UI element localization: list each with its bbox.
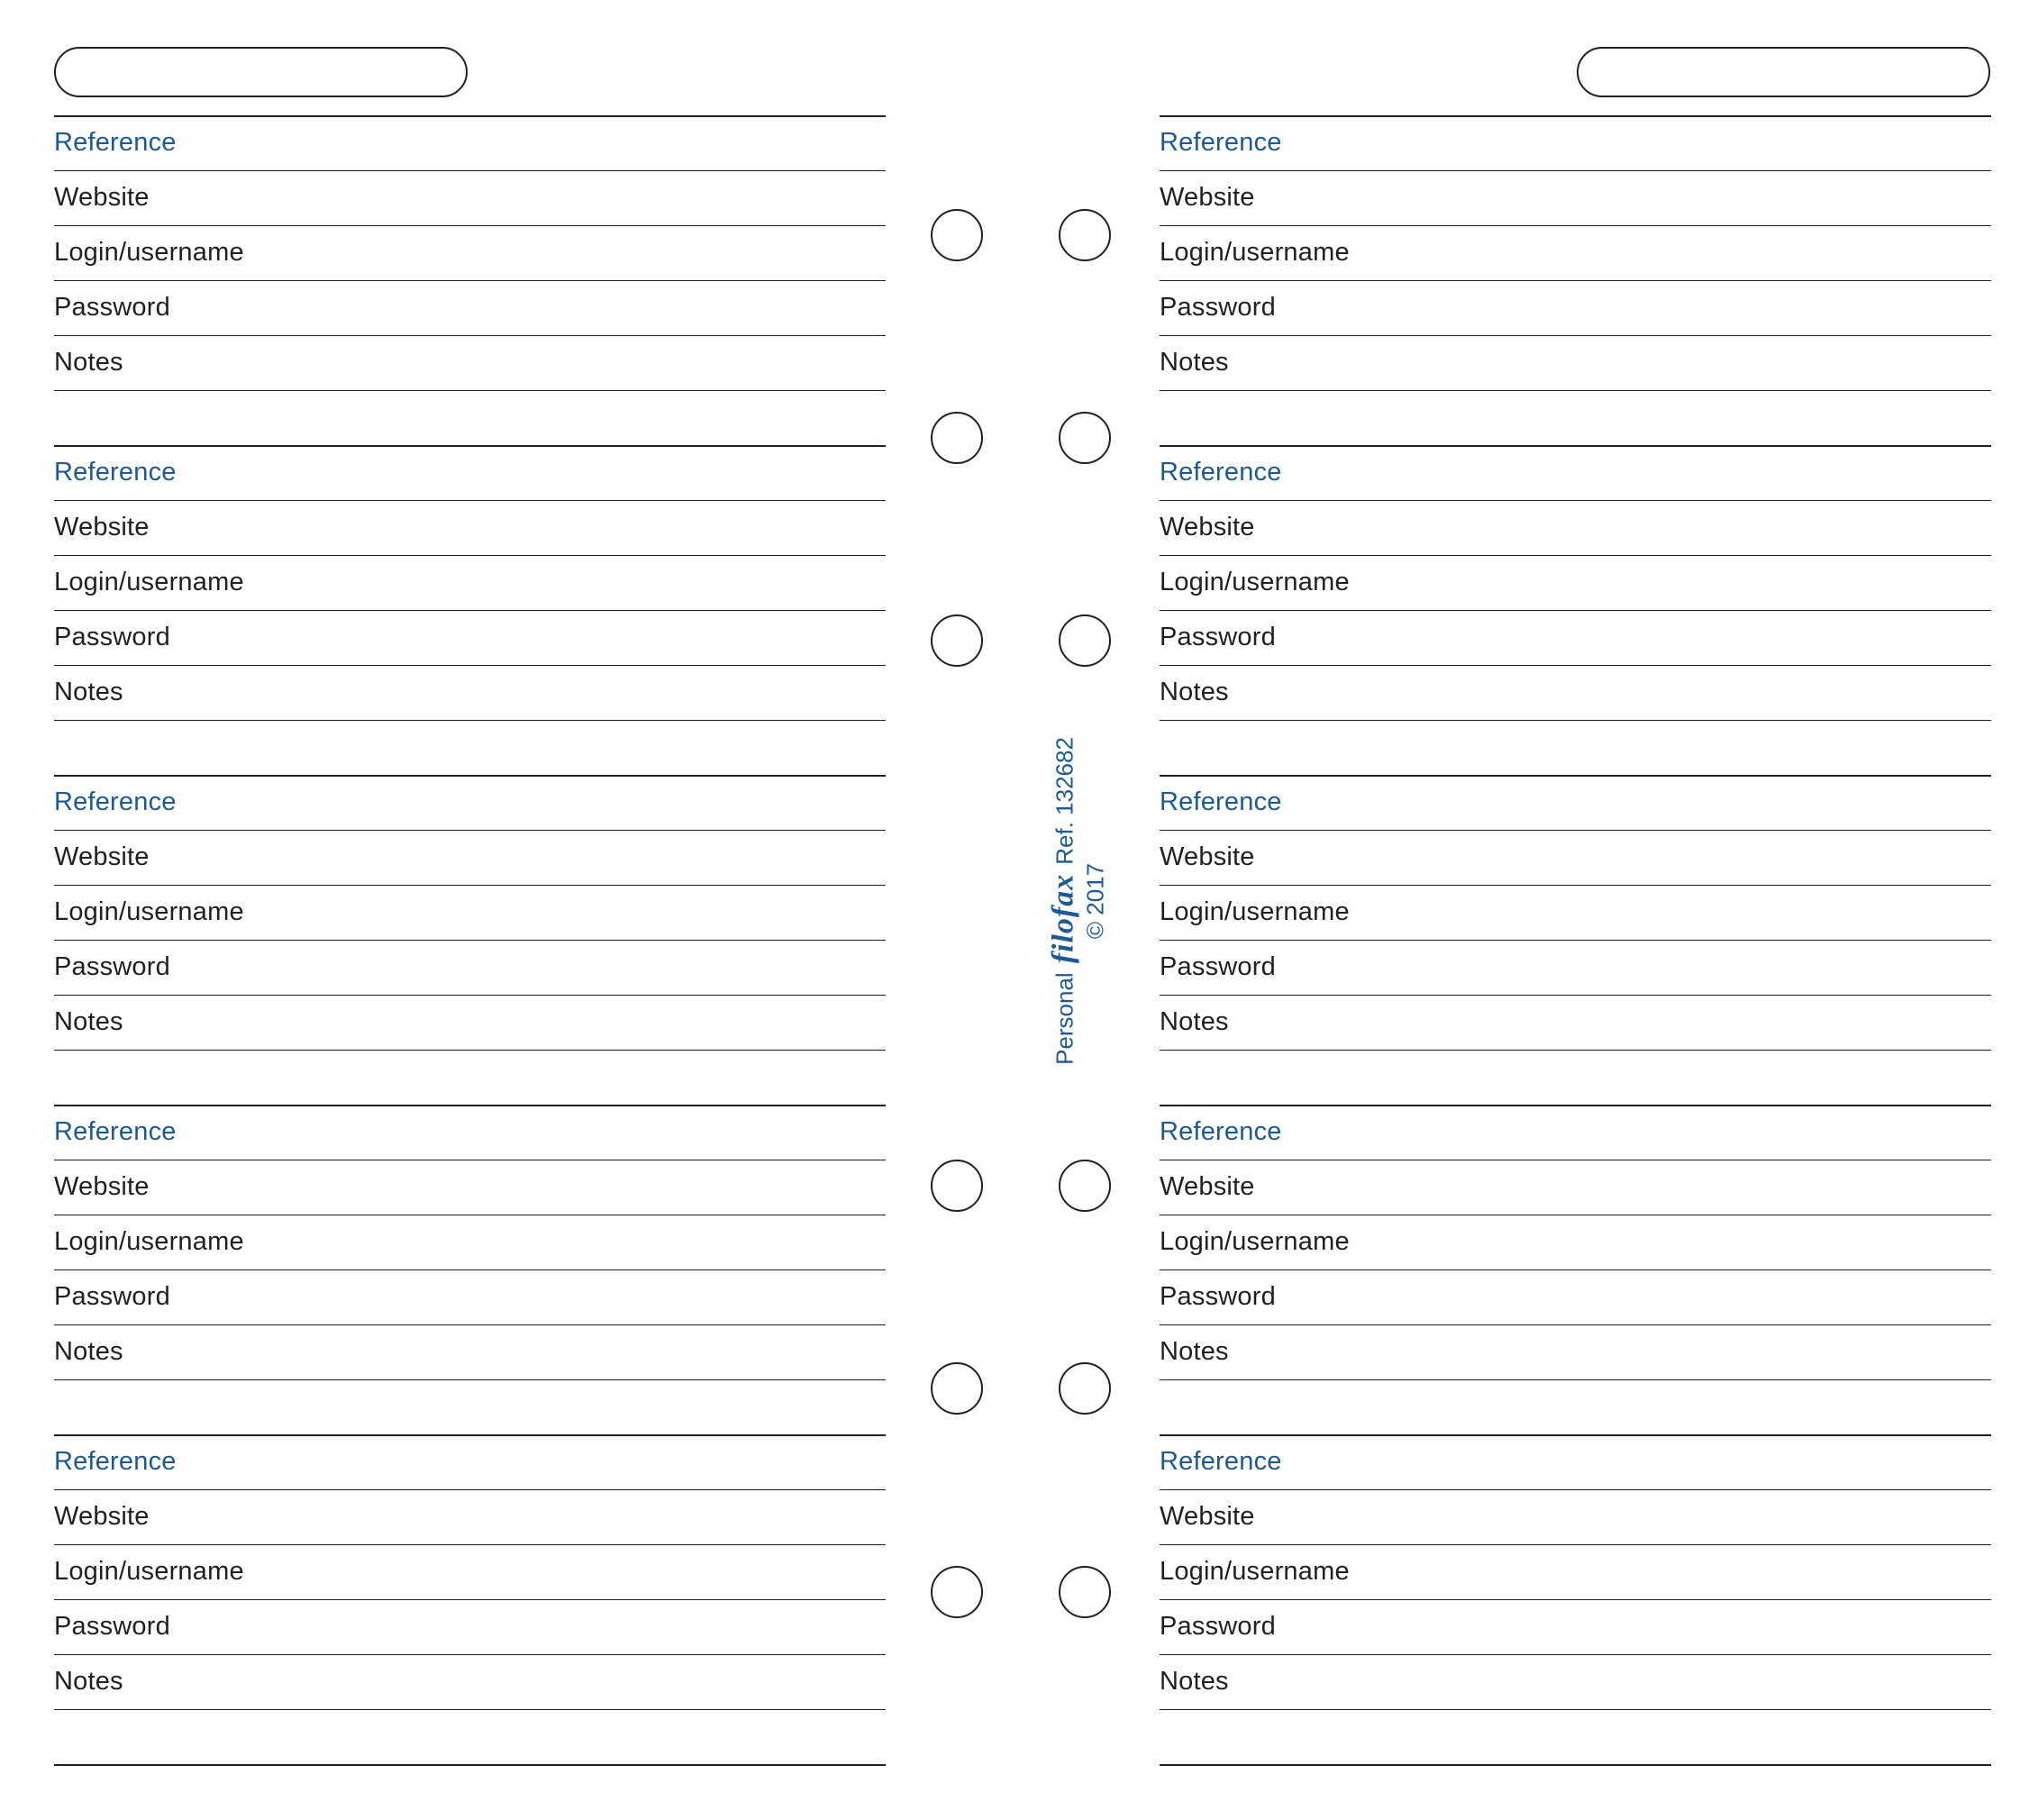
writing-line	[54, 1489, 886, 1490]
writing-line	[1160, 1599, 1991, 1600]
login-username-field[interactable]: Login/username	[54, 1557, 244, 1586]
website-field[interactable]: Website	[1160, 513, 1255, 541]
left-password-column	[54, 0, 886, 1820]
reference-field[interactable]: Reference	[54, 1447, 177, 1476]
notes-field[interactable]: Notes	[1160, 1667, 1229, 1696]
writing-line	[1160, 720, 1991, 721]
entry-divider	[1160, 1105, 1991, 1106]
writing-line	[1160, 225, 1991, 226]
writing-line	[1160, 555, 1991, 556]
entry-divider	[54, 445, 886, 447]
notes-field[interactable]: Notes	[54, 348, 123, 377]
reference-field[interactable]: Reference	[1160, 787, 1282, 816]
punch-hole	[931, 614, 983, 667]
website-field[interactable]: Website	[54, 842, 150, 871]
punch-hole	[1059, 1362, 1111, 1415]
writing-line	[54, 1599, 886, 1600]
notes-field[interactable]: Notes	[1160, 348, 1229, 377]
website-field[interactable]: Website	[1160, 1172, 1255, 1201]
password-field[interactable]: Password	[54, 1282, 170, 1311]
writing-line	[1160, 1269, 1991, 1270]
login-username-field[interactable]: Login/username	[54, 568, 244, 596]
punch-hole	[931, 1566, 983, 1618]
website-field[interactable]: Website	[1160, 842, 1255, 871]
password-entry-block	[54, 115, 886, 445]
notes-field[interactable]: Notes	[54, 678, 123, 706]
writing-line	[1160, 665, 1991, 666]
writing-line	[54, 995, 886, 996]
punch-hole	[931, 209, 983, 261]
password-field[interactable]: Password	[1160, 952, 1276, 981]
website-field[interactable]: Website	[1160, 1502, 1255, 1531]
writing-line	[1160, 1544, 1991, 1545]
reference-field[interactable]: Reference	[54, 1117, 177, 1146]
reference-field[interactable]: Reference	[1160, 128, 1282, 157]
notes-field[interactable]: Notes	[54, 1667, 123, 1696]
writing-line	[54, 225, 886, 226]
entry-divider	[1160, 1434, 1991, 1436]
writing-line	[54, 1654, 886, 1655]
password-entry-block	[1160, 775, 1991, 1105]
reference-field[interactable]: Reference	[54, 128, 177, 157]
writing-line	[54, 1544, 886, 1545]
password-entry-block	[1160, 1434, 1991, 1764]
login-username-field[interactable]: Login/username	[1160, 897, 1350, 926]
writing-line	[54, 335, 886, 336]
login-username-field[interactable]: Login/username	[54, 238, 244, 267]
right-password-column	[1160, 0, 1991, 1820]
punch-hole	[1059, 1160, 1111, 1212]
login-username-field[interactable]: Login/username	[1160, 1227, 1350, 1256]
writing-line	[54, 1050, 886, 1051]
brand-copyright: © 2017	[1081, 862, 1109, 940]
writing-line	[54, 720, 886, 721]
writing-line	[1160, 1709, 1991, 1710]
writing-line	[54, 610, 886, 611]
writing-line	[1160, 940, 1991, 941]
writing-line	[1160, 1489, 1991, 1490]
writing-line	[1160, 335, 1991, 336]
punch-hole	[931, 1362, 983, 1415]
password-entry-block	[54, 1105, 886, 1434]
writing-line	[54, 555, 886, 556]
password-field[interactable]: Password	[1160, 293, 1276, 322]
writing-line	[54, 390, 886, 391]
writing-line	[54, 280, 886, 281]
brand-imprint	[1046, 737, 1111, 1065]
password-field[interactable]: Password	[1160, 1282, 1276, 1311]
writing-line	[54, 1379, 886, 1380]
writing-line	[1160, 500, 1991, 501]
writing-line	[1160, 830, 1991, 831]
login-username-field[interactable]: Login/username	[54, 1227, 244, 1256]
reference-field[interactable]: Reference	[1160, 1447, 1282, 1476]
website-field[interactable]: Website	[1160, 183, 1255, 212]
password-field[interactable]: Password	[54, 1612, 170, 1641]
website-field[interactable]: Website	[54, 1502, 150, 1531]
password-field[interactable]: Password	[1160, 1612, 1276, 1641]
password-field[interactable]: Password	[54, 952, 170, 981]
entry-divider	[1160, 115, 1991, 117]
login-username-field[interactable]: Login/username	[1160, 568, 1350, 596]
notes-field[interactable]: Notes	[1160, 1007, 1229, 1036]
login-username-field[interactable]: Login/username	[54, 897, 244, 926]
punch-hole	[1059, 1566, 1111, 1618]
entry-divider	[54, 115, 886, 117]
website-field[interactable]: Website	[54, 183, 150, 212]
password-field[interactable]: Password	[54, 623, 170, 651]
punch-hole	[931, 412, 983, 464]
writing-line	[54, 1269, 886, 1270]
entry-divider	[54, 1105, 886, 1106]
writing-line	[1160, 885, 1991, 886]
writing-line	[54, 665, 886, 666]
password-entry-block	[54, 775, 886, 1105]
closing-divider	[1160, 1764, 1991, 1766]
writing-line	[54, 1324, 886, 1325]
punch-hole	[931, 1160, 983, 1212]
login-username-field[interactable]: Login/username	[1160, 1557, 1350, 1586]
website-field[interactable]: Website	[54, 1172, 150, 1201]
password-field[interactable]: Password	[54, 293, 170, 322]
notes-field[interactable]: Notes	[1160, 1337, 1229, 1366]
password-field[interactable]: Password	[1160, 623, 1276, 651]
brand-size-label: Personal	[1051, 972, 1078, 1065]
writing-line	[1160, 280, 1991, 281]
entry-divider	[54, 775, 886, 777]
writing-line	[1160, 995, 1991, 996]
notes-field[interactable]: Notes	[1160, 678, 1229, 706]
password-entry-block	[1160, 115, 1991, 445]
writing-line	[1160, 390, 1991, 391]
writing-line	[1160, 1324, 1991, 1325]
writing-line	[54, 170, 886, 171]
login-username-field[interactable]: Login/username	[1160, 238, 1350, 267]
reference-field[interactable]: Reference	[54, 458, 177, 487]
reference-field[interactable]: Reference	[1160, 458, 1282, 487]
writing-line	[54, 1709, 886, 1710]
password-entry-block	[54, 1434, 886, 1764]
punch-hole	[1059, 412, 1111, 464]
notes-field[interactable]: Notes	[54, 1337, 123, 1366]
password-entry-block	[54, 445, 886, 775]
writing-line	[1160, 1379, 1991, 1380]
password-entry-block	[1160, 1105, 1991, 1434]
writing-line	[1160, 610, 1991, 611]
writing-line	[1160, 170, 1991, 171]
writing-line	[1160, 1050, 1991, 1051]
entry-divider	[54, 1434, 886, 1436]
brand-ref-number: Ref. 132682	[1051, 737, 1078, 865]
filofax-logo: filofax	[1046, 873, 1080, 964]
writing-line	[54, 500, 886, 501]
website-field[interactable]: Website	[54, 513, 150, 541]
entry-divider	[1160, 775, 1991, 777]
reference-field[interactable]: Reference	[54, 787, 177, 816]
writing-line	[54, 830, 886, 831]
writing-line	[54, 940, 886, 941]
writing-line	[1160, 1654, 1991, 1655]
punch-hole	[1059, 209, 1111, 261]
writing-line	[54, 885, 886, 886]
entry-divider	[1160, 445, 1991, 447]
password-entry-block	[1160, 445, 1991, 775]
closing-divider	[54, 1764, 886, 1766]
punch-hole	[1059, 614, 1111, 667]
reference-field[interactable]: Reference	[1160, 1117, 1282, 1146]
notes-field[interactable]: Notes	[54, 1007, 123, 1036]
